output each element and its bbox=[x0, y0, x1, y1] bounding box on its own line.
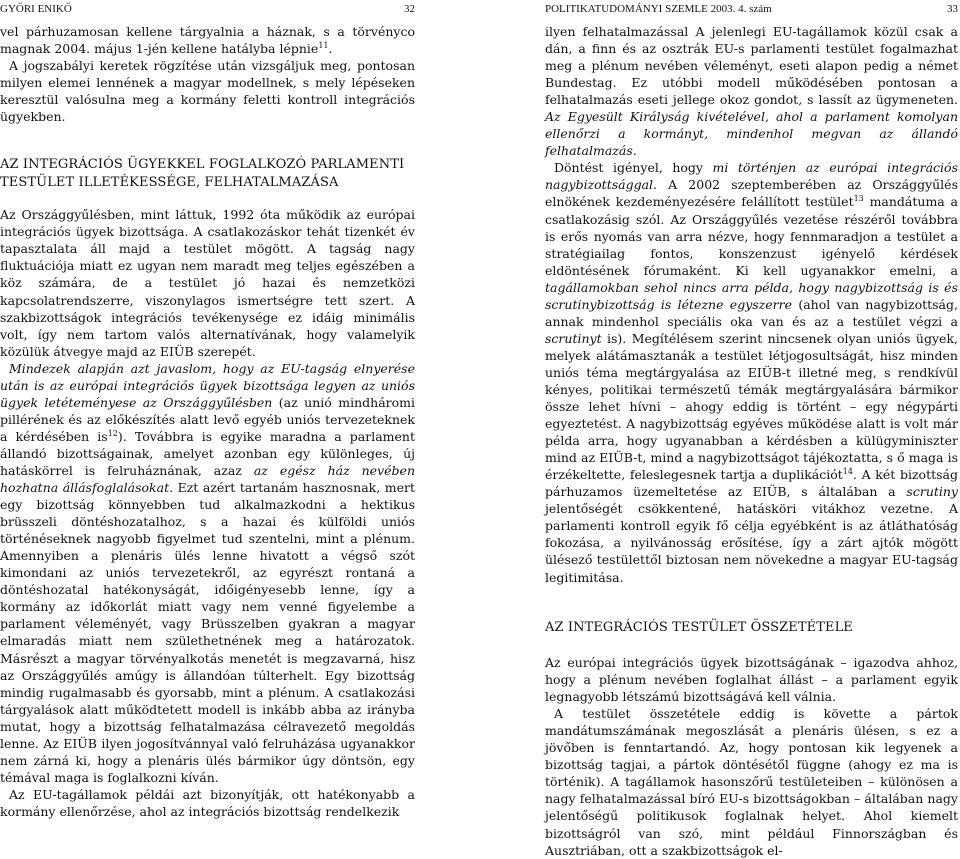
paragraph: Döntést igényel, hogy mi történjen az európai integrációs nagybizottsággal. A 2002 szeptemberében az Országgyűlés elnökének kezdeményezésére felállított testület$^{13}$ mandátuma a csatlakozásig szól. Az Országgyűlés vezetése részéről továbbra is erős nyomás van arra nézve, hogy fennmaradjon a testület a stratégiailag fontos, konszenzust igényelő kérdések eldöntésének fórumaként. Ki kell ugyanakkor emelni, a tagállamokban sehol nincs arra példa, hogy nagybizottság is és scrutinybizottság is létezne egyszerre (ahol van nagybizottság, annak mindenhol speciális oka van és az a testület végzi a scrutinyt is). Megítélésem szerint nincsenek olyan uniós ügyek, melyek alátámasztanák a testület létjogosultságát, hisz minden uniós téma megtárgyalása az EIÜB-t illetné meg, s rendkívül kényes, politikai természetű témák megtárgyalására bármikor össze lehet hívni – ahogy eddig is történt – egy négypárti egyeztetést. A nagybizottság egyéves működése alatt is volt már példa arra, hogy ugyanabban a kérdésben a külügyminiszter mind az EIÜB-t, mind a nagybizottságot tájékoztatta, s ő maga is érzékeltette, feleslegesnek tartja a duplikációt$^{14}$. A két bizottság párhuzamos üzemeltetése az EIÜB, s általában a scrutiny jelentőségét csökkentené, hatásköri vitákhoz vezetne. A parlamenti kontroll egyik fő célja egyébként is az átláthatóság fokozása, a nyilvánosság erősítése, így a zárt ajtók mögött ülésező testülettől biztosan nem növekedne a magyar EU-tagság legitimitása. bbox=[545, 160, 958, 585]
footnote-ref: 13 bbox=[853, 194, 864, 204]
page-number-left: 32 bbox=[404, 3, 415, 15]
page-header-left bbox=[0, 2, 415, 16]
section-heading: AZ INTEGRÁCIÓS ÜGYEKKEL FOGLALKOZÓ PARLAMENTI TESTÜLET ILLETÉKESSÉGE, FELHATALMAZÁSA bbox=[0, 157, 405, 190]
right-column bbox=[545, 23, 958, 859]
page-number-right: 33 bbox=[947, 3, 958, 15]
footnote-ref: 11 bbox=[318, 40, 329, 50]
paragraph: ilyen felhatalmazással A jelenlegi EU-tagállamok közül csak a dán, a finn és az osztrák EU-s parlamenti testület fogalmazhat meg a plénum nevében véleményt, eseti alapon pedig a német Bundestag. Ez utóbbi modell működésében pontosan a felhatalmazás eseti jellege okoz gondot, s lassít az ügymeneten. Az Egyesült Királyság kivételével, ahol a parlament komolyan ellenőrzi a kormányt, mindenhol megvan az állandó felhatalmazás. bbox=[545, 24, 958, 159]
section-heading: AZ INTEGRÁCIÓS TESTÜLET ÖSSZETÉTELE bbox=[545, 619, 853, 635]
paragraph: Az európai integrációs ügyek bizottságának – igazodva ahhoz, hogy a plénum nevében foglalhat állást – a parlament egyik legnagyobb létszámú bizottságává kell válnia. bbox=[545, 655, 958, 705]
left-column bbox=[0, 23, 415, 820]
journal-title: POLITIKATUDOMÁNYI SZEMLE 2003. 4. szám bbox=[545, 3, 772, 15]
paragraph: Mindezek alapján azt javaslom, hogy az EU-tagság elnyerése után is az európai integrációs ügyek bizottsága legyen az uniós ügyek letéteményese az Országgyűlésben (az unió mindháromi pillérének és az előkészítés alatt levő egyéb uniós tervezeteknek a kérdésében $is^{12}$). Továbbra is egyike maradna a parlament állandó bizottságainak, amelyet azonban egy különleges, új hatáskörrel is felruháznának, azaz az egész ház nevében hozhatna állásfoglalásokat. Ezt azért tartanám hasznosnak, mert egy bizottság könnyebben tud alkalmazkodni a hektikus brüsszeli döntéshozatalhoz, s a hazai és külföldi uniós történéseknek nagyobb figyelmet tud szentelni, mint a plénum. Amennyiben a plenáris ülés lenne hivatott a végső szót kimondani az uniós tervezetekről, az egyrészt rontaná a döntéshozatal hatékonyságát, időigényesebb lenne, így a kormány az időkorlát miatt vagy nem venné figyelembe a parlament véleményét, vagy Brüsszelben gyakran a magyar elmaradás miatt nem születhetnének meg a határozatok. Másrészt a magyar törvényalkotás menetét is megzavarná, hisz az Országgyűlés amúgy is állandóan túlterhelt. Egy bizottság mindig rugalmasabb és gyorsabb, mint a plénum. A csatlakozási tárgyalások alatt működtetett modell is inkább abba az irányba mutat, hogy a bizottság felhatalmazása célravezető megoldás lenne. Az EIÜB ilyen jogosítvánnyal való felruházása ugyanakkor nem zárná ki, hogy a plenáris ülés bármikor úgy döntsön, egy témával maga is foglalkozni kíván. bbox=[0, 360, 415, 785]
footnote-ref: 14 bbox=[842, 467, 853, 477]
paragraph: Az Országgyűlésben, mint láttuk, 1992 óta működik az európai integrációs ügyek bizottsága. A csatlakozáskor tehát tizenkét év tapasztalata áll majd a testület mögött. A tagság nagy fluktuációja miatt ez ugyan nem maradt meg teljes egészében a köz számára, de a testület jó hazai és nemzetközi kapcsolatrendszerre, viszonylagos ismertségre tett szert. A szakbizottságok integrációs tevékenysége ez idáig minimális volt, így nem tartom valós alternatívának, hogy valamelyik közülük átvegye majd az EIÜB szerepét. bbox=[0, 207, 415, 359]
page-header-right bbox=[545, 2, 958, 16]
paragraph: vel párhuzamosan kellene tárgyalnia a háznak, s a törvényco magnak 2004. május 1-jén kellene hatályba lépnie$^{11}$. bbox=[0, 24, 415, 57]
paragraph: Az EU-tagállamok példái azt bizonyítják, ott hatékonyabb a kormány ellenőrzése, ahol az integrációs bizottság rendelkezik bbox=[0, 786, 415, 819]
footnote-ref: 12 bbox=[107, 428, 118, 438]
paragraph: A testület összetétele eddig is követte a pártok mandátumszámának megoszlását a plenáris ülésen, s ez a jövőben is fenntartandó. Az, hogy pontosan kik legyenek a bizottság tagjai, a pártok döntésétől függne (ahogy ez ma is történik). A tagállamok hasonszőrű testületeiben – különösen a nagy felhatalmazással bíró EU-s bizottságokban – általában nagy jelentőségű politikusok foglalnak helyet. Ahol kiemelt bizottságról van szó, mint például Finnországban és Ausztriában, ott a szakbizottságok el- bbox=[545, 706, 958, 858]
author-name: GYŐRI ENIKŐ bbox=[0, 3, 72, 15]
paragraph: A jogszabályi keretek rögzítése után vizsgáljuk meg, pontosan milyen elemei lennének a magyar modellnek, s mely lépéseken keresztül valósulna meg a kormány feletti kontroll integrációs ügyekben. bbox=[0, 58, 415, 125]
